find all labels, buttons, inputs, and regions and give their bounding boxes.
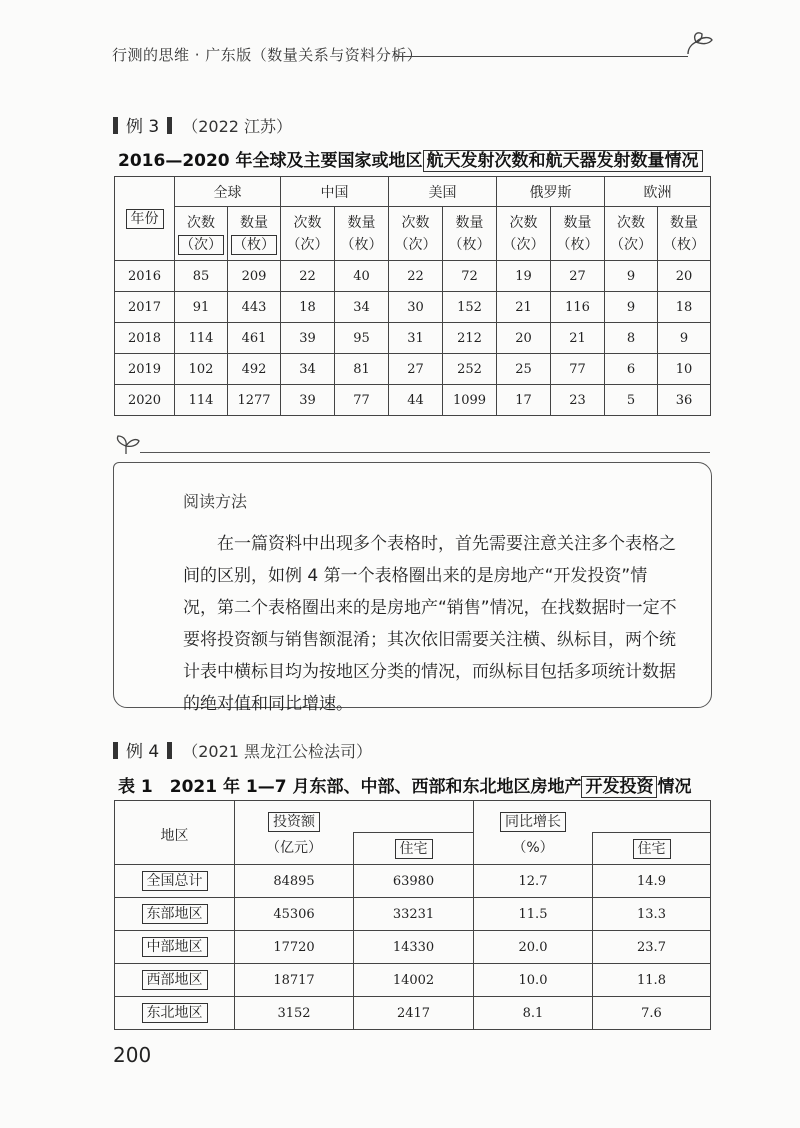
table-row xyxy=(115,323,711,354)
example-3-number: 例 3 xyxy=(126,117,160,137)
count-subheader xyxy=(175,207,228,261)
region-cell xyxy=(115,964,235,997)
growth-unit: （%） xyxy=(512,840,554,856)
value-cell: 40 xyxy=(335,261,389,292)
value-cell: 11.8 xyxy=(593,964,711,997)
reading-text: 在一篇资料中出现多个表格时，首先需要注意关注多个表格之间的区别，如例 4 第一个表格圈出来的是房地产“开发投资”情况，第二个表格圈出来的是房地产“销售”情况，在找数据时一定不要将投资额与销售额混淆；其次依旧需要关注横、纵标目，两个统计表中横标目均为按地区分类的情况，而纵标目包括多项统计数据的绝对值和同比增速。 xyxy=(183,534,677,714)
subheader-unit: （枚） xyxy=(556,236,599,253)
page-number: 200 xyxy=(113,1043,152,1067)
housing-header: 住宅 xyxy=(395,839,433,859)
table-row xyxy=(115,354,711,385)
quantity-subheader xyxy=(658,207,711,261)
quantity-subheader xyxy=(443,207,497,261)
count-subheader xyxy=(497,207,551,261)
value-cell: 72 xyxy=(443,261,497,292)
value-cell: 45306 xyxy=(235,898,354,931)
table-4-title-boxed: 开发投资 xyxy=(581,776,657,798)
region-name: 西部地区 xyxy=(142,970,208,990)
subheader-label: 数量 xyxy=(455,214,484,231)
year-cell: 2020 xyxy=(115,385,175,416)
region-cell xyxy=(115,997,235,1030)
growth-header-cell xyxy=(474,801,593,865)
region-name: 中部地区 xyxy=(142,937,208,957)
value-cell: 10 xyxy=(658,354,711,385)
value-cell: 25 xyxy=(497,354,551,385)
invest-header: 投资额 xyxy=(268,812,320,832)
value-cell: 19 xyxy=(497,261,551,292)
table-row xyxy=(115,865,711,898)
value-cell: 36 xyxy=(658,385,711,416)
housing-header: 住宅 xyxy=(633,839,671,859)
growth-header: 同比增长 xyxy=(500,812,566,832)
value-cell: 443 xyxy=(228,292,281,323)
subheader-unit: （次） xyxy=(286,236,329,253)
value-cell: 209 xyxy=(228,261,281,292)
example-3-label xyxy=(113,112,292,137)
value-cell: 114 xyxy=(175,323,228,354)
housing-header-cell xyxy=(354,833,474,865)
subheader-label: 次数 xyxy=(293,214,322,231)
value-cell: 23.7 xyxy=(593,931,711,964)
value-cell: 461 xyxy=(228,323,281,354)
value-cell: 39 xyxy=(281,385,335,416)
value-cell: 11.5 xyxy=(474,898,593,931)
value-cell: 7.6 xyxy=(593,997,711,1030)
value-cell: 27 xyxy=(389,354,443,385)
table-3-title xyxy=(118,146,703,171)
subheader-label: 数量 xyxy=(240,214,268,231)
region-header: 地区 xyxy=(115,801,235,865)
subheader-label: 数量 xyxy=(670,214,698,231)
value-cell: 81 xyxy=(335,354,389,385)
value-cell: 252 xyxy=(443,354,497,385)
value-cell: 116 xyxy=(551,292,605,323)
value-cell: 21 xyxy=(551,323,605,354)
reading-title: 阅读方法 xyxy=(183,492,248,511)
value-cell: 44 xyxy=(389,385,443,416)
subheader-unit: （次） xyxy=(610,236,652,253)
subheader-unit: （次） xyxy=(502,236,545,253)
table-row xyxy=(115,292,711,323)
example-4-source: （2021 黑龙江公检法司） xyxy=(182,742,373,761)
value-cell: 2417 xyxy=(354,997,474,1030)
year-cell: 2019 xyxy=(115,354,175,385)
region-header: 全球 xyxy=(175,177,281,207)
sprout-icon xyxy=(684,28,720,54)
subheader-label: 次数 xyxy=(401,214,430,231)
value-cell: 39 xyxy=(281,323,335,354)
value-cell: 21 xyxy=(497,292,551,323)
subheader-label: 数量 xyxy=(563,214,592,231)
value-cell: 9 xyxy=(605,292,658,323)
count-subheader xyxy=(605,207,658,261)
subheader-label: 次数 xyxy=(509,214,538,231)
subheader-label: 次数 xyxy=(617,214,645,231)
value-cell: 85 xyxy=(175,261,228,292)
value-cell: 77 xyxy=(551,354,605,385)
quantity-subheader xyxy=(551,207,605,261)
region-name: 全国总计 xyxy=(142,871,208,891)
year-cell: 2018 xyxy=(115,323,175,354)
table-3-title-prefix: 2016—2020 年全球及主要国家或地区 xyxy=(118,151,423,171)
value-cell: 212 xyxy=(443,323,497,354)
value-cell: 1277 xyxy=(228,385,281,416)
value-cell: 152 xyxy=(443,292,497,323)
value-cell: 18 xyxy=(281,292,335,323)
value-cell: 22 xyxy=(281,261,335,292)
region-header: 俄罗斯 xyxy=(497,177,605,207)
empty-cell xyxy=(593,801,711,833)
value-cell: 34 xyxy=(335,292,389,323)
value-cell: 77 xyxy=(335,385,389,416)
region-header: 中国 xyxy=(281,177,389,207)
region-header: 美国 xyxy=(389,177,497,207)
count-subheader xyxy=(281,207,335,261)
table-4-title-suffix: 情况 xyxy=(657,777,692,797)
region-cell xyxy=(115,898,235,931)
value-cell: 5 xyxy=(605,385,658,416)
value-cell: 492 xyxy=(228,354,281,385)
value-cell: 27 xyxy=(551,261,605,292)
invest-header-cell xyxy=(235,801,354,865)
region-cell xyxy=(115,931,235,964)
header-rule xyxy=(395,56,688,57)
year-cell: 2017 xyxy=(115,292,175,323)
example-3-source: （2022 江苏） xyxy=(182,117,293,136)
example-4-label xyxy=(113,737,372,762)
value-cell: 22 xyxy=(389,261,443,292)
value-cell: 10.0 xyxy=(474,964,593,997)
table-launches xyxy=(114,176,711,416)
quantity-subheader xyxy=(228,207,281,261)
table-4-title xyxy=(118,772,691,797)
region-cell xyxy=(115,865,235,898)
value-cell: 1099 xyxy=(443,385,497,416)
subheader-unit: （枚） xyxy=(448,236,491,253)
value-cell: 8 xyxy=(605,323,658,354)
value-cell: 18 xyxy=(658,292,711,323)
subheader-unit: （次） xyxy=(394,236,437,253)
table-row xyxy=(115,931,711,964)
subheader-label: 次数 xyxy=(187,214,215,231)
year-header-cell xyxy=(115,177,175,261)
value-cell: 20 xyxy=(497,323,551,354)
value-cell: 31 xyxy=(389,323,443,354)
value-cell: 114 xyxy=(175,385,228,416)
year-header: 年份 xyxy=(126,209,164,229)
count-subheader xyxy=(389,207,443,261)
running-header: 行测的思维 · 广东版（数量关系与资料分析） xyxy=(112,46,423,64)
value-cell: 20 xyxy=(658,261,711,292)
empty-cell xyxy=(354,801,474,833)
example-4-number: 例 4 xyxy=(126,742,160,762)
value-cell: 3152 xyxy=(235,997,354,1030)
value-cell: 63980 xyxy=(354,865,474,898)
value-cell: 9 xyxy=(658,323,711,354)
value-cell: 8.1 xyxy=(474,997,593,1030)
table-row xyxy=(115,385,711,416)
value-cell: 14.9 xyxy=(593,865,711,898)
value-cell: 95 xyxy=(335,323,389,354)
value-cell: 14330 xyxy=(354,931,474,964)
value-cell: 23 xyxy=(551,385,605,416)
quantity-subheader xyxy=(335,207,389,261)
value-cell: 6 xyxy=(605,354,658,385)
housing-header-cell xyxy=(593,833,711,865)
value-cell: 9 xyxy=(605,261,658,292)
label-bar-left xyxy=(113,742,118,759)
table-4-title-prefix: 表 1 2021 年 1—7 月东部、中部、西部和东北地区房地产 xyxy=(118,777,582,797)
table-row xyxy=(115,261,711,292)
subheader-unit: （枚） xyxy=(340,236,383,253)
value-cell: 14002 xyxy=(354,964,474,997)
sprout-icon xyxy=(112,432,142,456)
table-row xyxy=(115,997,711,1030)
value-cell: 91 xyxy=(175,292,228,323)
subheader-unit: （次） xyxy=(180,236,222,253)
label-bar-left xyxy=(113,117,118,134)
value-cell: 102 xyxy=(175,354,228,385)
value-cell: 17720 xyxy=(235,931,354,964)
table-row xyxy=(115,964,711,997)
label-bar-right xyxy=(167,742,172,759)
value-cell: 84895 xyxy=(235,865,354,898)
subheader-unit: （枚） xyxy=(663,236,705,253)
region-name: 东北地区 xyxy=(142,1003,208,1023)
table-3-title-boxed: 航天发射次数和航天器发射数量情况 xyxy=(423,150,703,172)
subheader-label: 数量 xyxy=(347,214,376,231)
region-name: 东部地区 xyxy=(142,904,208,924)
value-cell: 13.3 xyxy=(593,898,711,931)
region-header: 欧洲 xyxy=(605,177,711,207)
table-row xyxy=(115,898,711,931)
invest-unit: （亿元） xyxy=(266,840,322,856)
value-cell: 12.7 xyxy=(474,865,593,898)
value-cell: 20.0 xyxy=(474,931,593,964)
label-bar-right xyxy=(167,117,172,134)
value-cell: 30 xyxy=(389,292,443,323)
reading-top-rule xyxy=(140,452,710,453)
table-investment xyxy=(114,800,711,1030)
year-cell: 2016 xyxy=(115,261,175,292)
value-cell: 34 xyxy=(281,354,335,385)
value-cell: 18717 xyxy=(235,964,354,997)
value-cell: 17 xyxy=(497,385,551,416)
subheader-unit: （枚） xyxy=(233,236,275,253)
value-cell: 33231 xyxy=(354,898,474,931)
